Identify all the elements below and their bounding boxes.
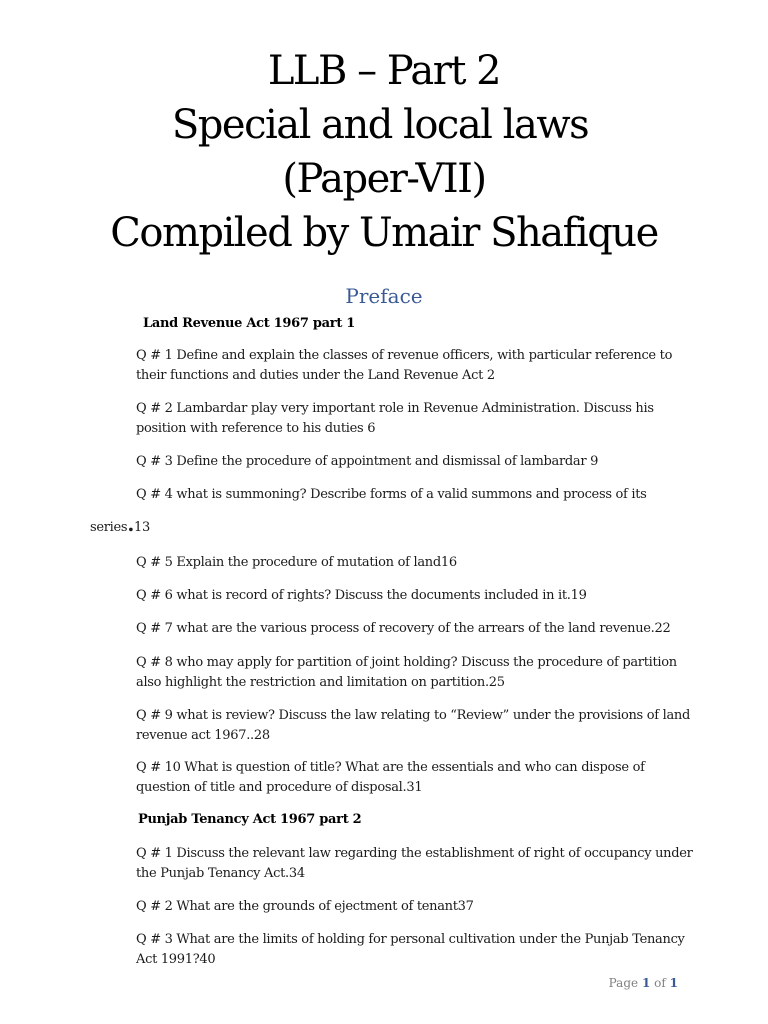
question-item: Q # 8 who may apply for partition of joint holding? Discuss the procedure of partition also highlight the restriction and limitation on partition.25 bbox=[136, 655, 677, 690]
question-item: Q # 2 Lambardar play very important role in Revenue Administration. Discuss his position with reference to his duties 6 bbox=[136, 401, 654, 436]
current-page: 1 bbox=[641, 976, 651, 990]
question-item: Q # 5 Explain the procedure of mutation of land16 bbox=[136, 555, 457, 570]
of-label: of bbox=[654, 976, 666, 990]
section-heading-land-revenue: Land Revenue Act 1967 part 1 bbox=[143, 316, 356, 331]
question-item: Q # 6 what is record of rights? Discuss the documents included in it.19 bbox=[136, 588, 587, 603]
title-line-2: Special and local laws bbox=[171, 102, 589, 148]
total-pages: 1 bbox=[669, 976, 678, 990]
continuation-word: series bbox=[90, 520, 128, 535]
page-label: Page bbox=[608, 976, 639, 990]
preface-heading: Preface bbox=[345, 284, 423, 308]
title-line-4: Compiled by Umair Shafique bbox=[110, 210, 658, 256]
question-item: Q # 3 What are the limits of holding for personal cultivation under the Punjab Tenancy Act 1991?40 bbox=[136, 932, 685, 967]
page-number-footer bbox=[609, 976, 678, 990]
question-item: Q # 9 what is review? Discuss the law relating to “Review” under the provisions of land revenue act 1967..28 bbox=[136, 708, 691, 743]
question-item: Q # 10 What is question of title? What are the essentials and who can dispose of question of title and procedure of disposal.31 bbox=[136, 760, 645, 795]
question-item: Q # 3 Define the procedure of appointment and dismissal of lambardar 9 bbox=[136, 454, 599, 469]
question-item: Q # 4 what is summoning? Describe forms of a valid summons and process of its bbox=[136, 487, 647, 502]
continuation-dot: . bbox=[127, 512, 134, 536]
question-item: Q # 1 Discuss the relevant law regarding the establishment of right of occupancy under the Punjab Tenancy Act.34 bbox=[136, 846, 693, 881]
question-item: Q # 1 Define and explain the classes of revenue officers, with particular reference to their functions and duties under the Land Revenue Act 2 bbox=[136, 348, 673, 383]
title-line-1: LLB – Part 2 bbox=[267, 48, 501, 94]
question-item: Q # 7 what are the various process of recovery of the arrears of the land revenue.22 bbox=[136, 621, 671, 636]
continuation-page: 13 bbox=[133, 520, 150, 535]
question-continuation bbox=[90, 512, 150, 536]
title-line-3: (Paper-VII) bbox=[282, 156, 486, 202]
question-item: Q # 2 What are the grounds of ejectment of tenant37 bbox=[136, 899, 474, 914]
section-heading-punjab-tenancy: Punjab Tenancy Act 1967 part 2 bbox=[138, 812, 362, 827]
